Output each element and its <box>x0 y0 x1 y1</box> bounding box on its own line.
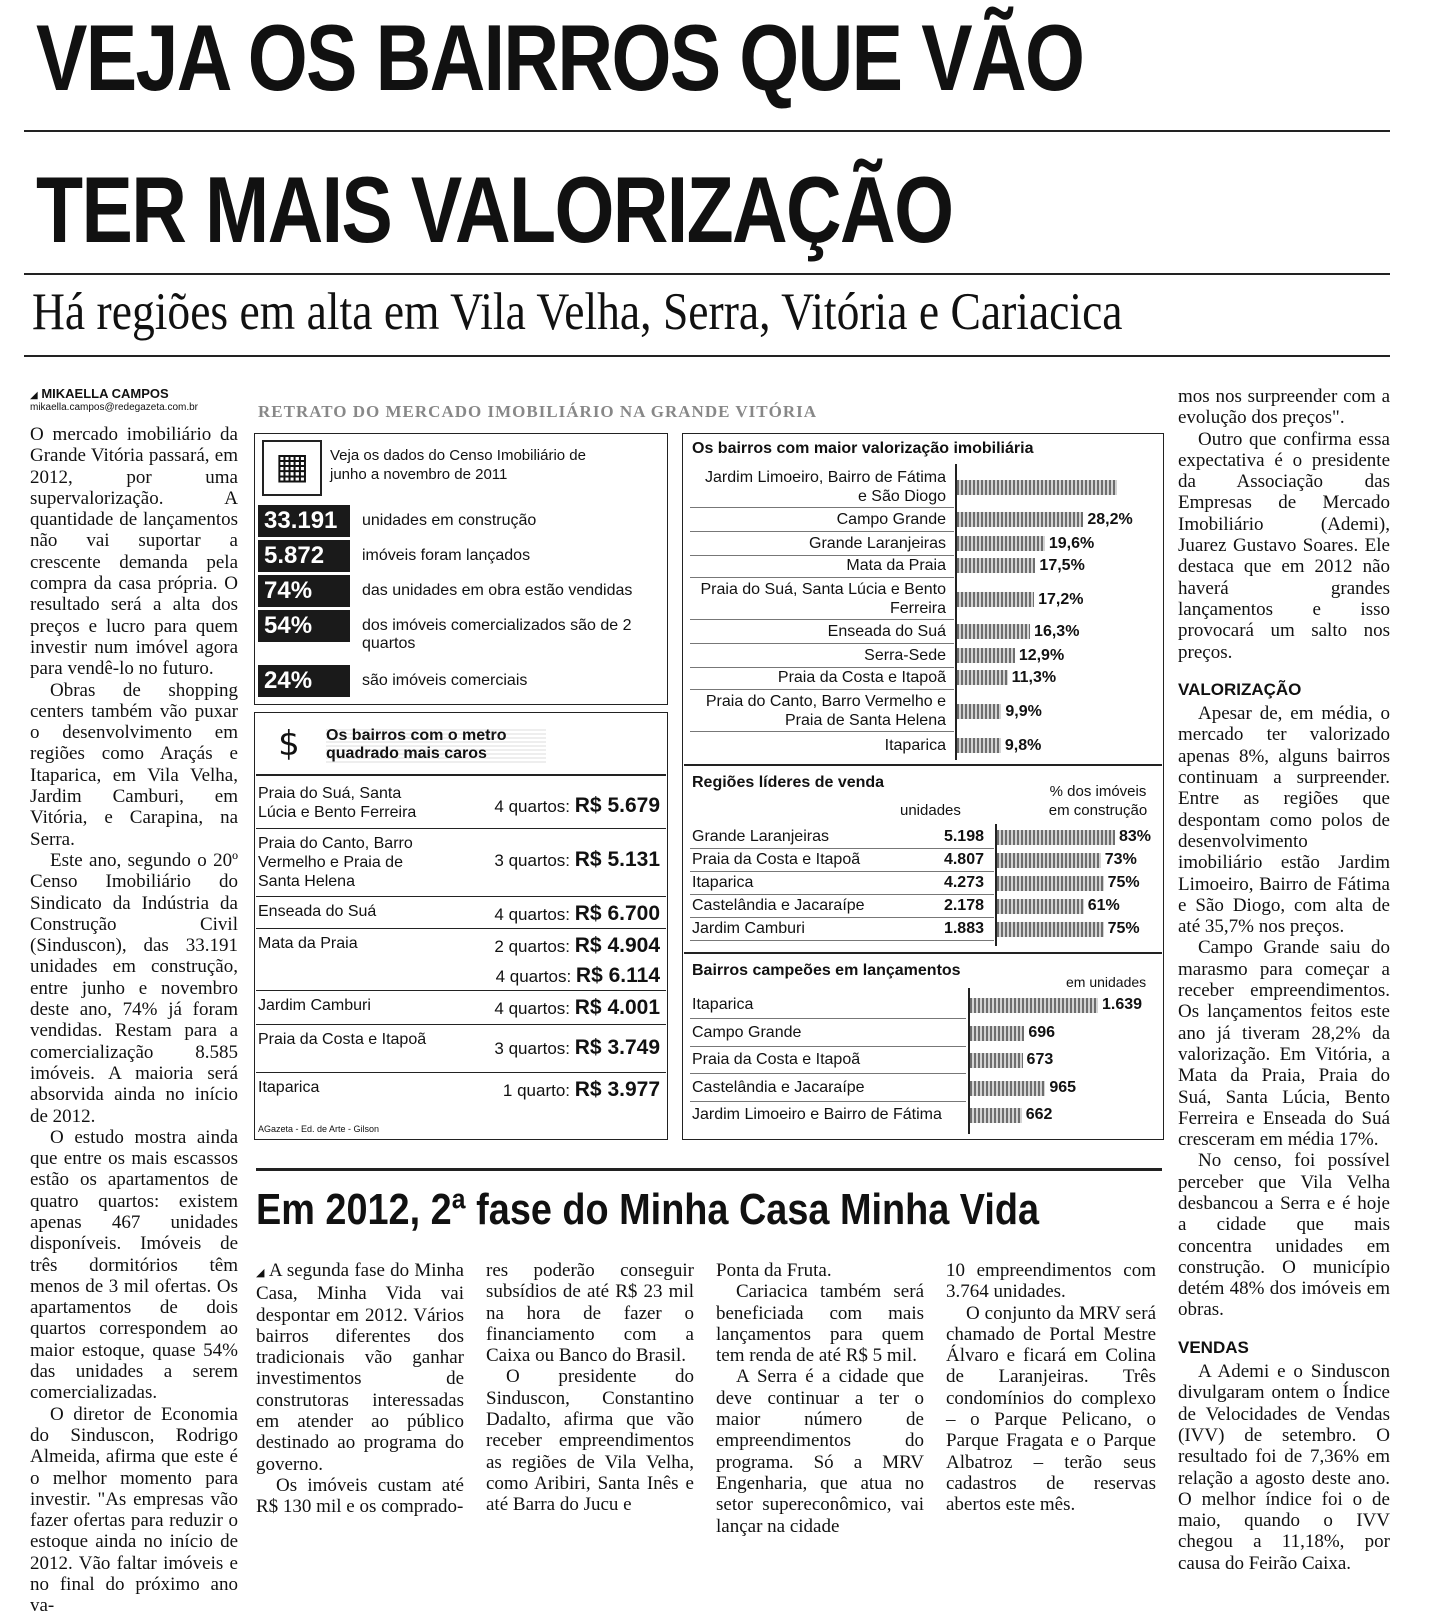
divider <box>690 619 954 620</box>
valor-bairro: Serra-Sede <box>864 647 946 664</box>
headline-line1: VEJA OS BAIRROS QUE VÃO <box>36 5 1084 110</box>
valor-bar <box>957 480 1117 495</box>
valor-bar <box>957 738 1001 753</box>
valor-bairro: Itaparica <box>884 737 946 754</box>
deck: Há regiões em alta em Vila Velha, Serra, Vitória e Cariacica <box>32 283 1123 341</box>
metro-quartos: 3 quartos: <box>494 851 571 870</box>
divider <box>690 731 954 732</box>
stat-text: das unidades em obra estão vendidas <box>362 582 633 599</box>
metro-quartos: 4 quartos: <box>494 797 571 816</box>
valor-bar <box>957 536 1045 551</box>
lanc-num: 965 <box>1049 1078 1077 1096</box>
metro-bairro: Praia do Canto, Barro Vermelho e Praia de Santa Helena <box>258 835 413 890</box>
valor-bar <box>957 558 1035 573</box>
divider <box>690 1018 966 1019</box>
paragraph: Apesar de, em média, o mercado ter valorizado apenas 8%, alguns bairros continuam a surpreender. Entre as regiões que despontam como polos de desenvolvimento imobiliário estão Jardim Limoeiro, Bairro de Fátima e São Diogo, com alta de até 35,7% nos preços. <box>1178 703 1390 938</box>
divider <box>256 1024 666 1025</box>
divider <box>690 643 954 644</box>
subhead-vendas: VENDAS <box>1178 1337 1249 1357</box>
divider <box>690 917 994 918</box>
stat-text: são imóveis comerciais <box>362 672 528 689</box>
stat-number: 74% <box>258 575 350 607</box>
metro-quartos: 4 quartos: <box>494 999 571 1018</box>
valor-pct: 12,9% <box>1018 647 1065 664</box>
metro-value: R$ 6.114 <box>575 964 660 987</box>
regiao-pct: 73% <box>1104 851 1137 868</box>
divider <box>690 940 994 941</box>
byline-name: ◢ MIKAELLA CAMPOS <box>30 386 169 401</box>
metro-price <box>440 934 660 958</box>
mcmv-col-3 <box>716 1260 924 1537</box>
valor-pct: 9,9% <box>1005 703 1042 720</box>
paragraph: Obras de shopping centers também vão puxar o desenvolvimento em regiões como Araçás e Itaparica, em Vila Velha, Jardim Camburi, em Vitória, e Carapina, na Serra. <box>30 679 238 850</box>
metro-bairro: Mata da Praia <box>258 935 358 952</box>
lanc-bairro: Praia da Costa e Itapoã <box>692 1051 861 1068</box>
divider <box>690 507 954 508</box>
metro-bairro: Praia do Suá, Santa Lúcia e Bento Ferreira <box>258 785 417 821</box>
rule <box>256 1168 1162 1171</box>
credit: AGazeta - Ed. de Arte - Gilson <box>258 1124 380 1134</box>
stat-text: unidades em construção <box>362 512 537 529</box>
mcmv-col-2 <box>486 1260 694 1516</box>
divider <box>690 577 954 578</box>
metro-value: R$ 3.749 <box>574 1036 660 1059</box>
valor-bar <box>957 512 1083 527</box>
divider <box>690 689 954 690</box>
valor-bairro: Enseada do Suá <box>827 623 946 640</box>
valor-bar <box>957 648 1015 663</box>
regiao-bar <box>997 899 1084 914</box>
metro-value: R$ 4.001 <box>574 996 660 1019</box>
divider <box>690 1046 966 1047</box>
divider <box>684 764 1162 766</box>
paragraph: 10 empreendimentos com 3.764 unidades. <box>946 1260 1156 1303</box>
lanc-bairro: Campo Grande <box>692 1023 802 1041</box>
metro-title: Os bairros com o metro quadrado mais caros <box>326 727 546 763</box>
metro-quartos: 4 quartos: <box>495 967 572 986</box>
lanc-title: Bairros campeões em lançamentos <box>692 962 961 979</box>
metro-price <box>440 848 660 872</box>
metro-bairro: Enseada do Suá <box>258 903 377 920</box>
valor-bar <box>957 624 1030 639</box>
divider <box>690 1101 966 1102</box>
valor-bairro: Campo Grande <box>836 511 946 528</box>
paragraph: Campo Grande saiu do marasmo para começar a receber empreendimentos. Os lançamentos feitos este ano já tiveram 28,2% da valorização. Em Vitória, a Mata da Praia, Praia do Suá, Santa Lúcia, Bento Ferreira e Enseada do Suá cresceram em média 17%. <box>1178 937 1390 1151</box>
metro-quartos: 1 quarto: <box>502 1081 571 1100</box>
divider <box>256 774 666 776</box>
building-icon: ▦ <box>262 440 322 496</box>
lanc-bar <box>970 1081 1045 1096</box>
headline-line2: TER MAIS VALORIZAÇÃO <box>36 157 953 262</box>
regioes-title: Regiões líderes de venda <box>692 774 885 791</box>
regiao-unidades: 4.273 <box>943 874 984 891</box>
lanc-unit: em unidades <box>1066 974 1147 990</box>
column-right <box>1178 386 1390 1574</box>
divider <box>690 1073 966 1074</box>
divider <box>690 848 994 849</box>
divider <box>256 990 666 991</box>
metro-bairro: Praia da Costa e Itapoã <box>258 1031 427 1048</box>
regiao-pct: 83% <box>1119 828 1152 845</box>
regiao-bairro: Jardim Camburi <box>692 920 805 937</box>
mcmv-col-4 <box>946 1260 1156 1516</box>
valor-pct: 17,2% <box>1038 591 1084 608</box>
metro-price <box>440 1078 660 1102</box>
divider <box>256 1072 666 1073</box>
divider <box>690 894 994 895</box>
regiao-bar <box>997 876 1104 891</box>
metro-value: R$ 5.679 <box>574 794 660 817</box>
lanc-bar <box>970 998 1098 1013</box>
infographic-title: RETRATO DO MERCADO IMOBILIÁRIO NA GRANDE VITÓRIA <box>258 402 818 421</box>
stat-text: dos imóveis comercializados são de 2 quartos <box>362 617 632 652</box>
regiao-unidades: 1.883 <box>943 920 984 937</box>
metro-price <box>440 794 660 818</box>
valor-bairro: Jardim Limoeiro, Bairro de Fátima e São Diogo <box>705 469 946 505</box>
regiao-unidades: 4.807 <box>943 851 984 868</box>
valor-bar <box>957 704 1001 719</box>
stat-number: 54% <box>258 610 350 642</box>
metro-price <box>440 1036 660 1060</box>
metro-value: R$ 4.904 <box>574 934 660 957</box>
stat-number: 33.191 <box>258 505 350 537</box>
regiao-bairro: Itaparica <box>692 874 754 891</box>
regiao-bairro: Grande Laranjeiras <box>692 828 829 845</box>
paragraph: O presidente do Sinduscon, Constantino Dadalto, afirma que vão receber empreendimentos as regiões de Vila Velha, como Aribiri, Santa Inês e até Barra do Jucu e <box>486 1366 694 1516</box>
paragraph: Cariacica também será beneficiada com mais lançamentos para quem tem renda de até R$ 5 mil. <box>716 1281 924 1367</box>
metro-quartos: 3 quartos: <box>494 1039 571 1058</box>
paragraph: ◢ A segunda fase do Minha Casa, Minha Vida vai despontar em 2012. Vários bairros diferentes dos tradicionais vão ganhar investimentos de construtoras interessadas em atender ao público destinado ao programa do governo. <box>256 1260 464 1475</box>
valor-pct: 28,2% <box>1087 511 1133 528</box>
valor-bairro: Grande Laranjeiras <box>809 535 946 552</box>
paragraph: O conjunto da MRV será chamado de Portal Mestre Álvaro e ficará em Colina de Laranjeiras. Três condomínios do complexo – o Parque Pelicano, o Parque Fragata e o Parque Albatroz – terão seus cadastros de reservas abertos este mês. <box>946 1302 1156 1516</box>
divider <box>256 928 666 929</box>
censo-intro: Veja os dados do Censo Imobiliário de junho a novembro de 2011 <box>330 447 586 483</box>
mcmv-col-1 <box>256 1260 464 1518</box>
regioes-col-pct: % dos imóveis em construção <box>1048 783 1148 819</box>
regiao-unidades: 5.198 <box>943 828 984 845</box>
paragraph: A Ademi e o Sinduscon divulgaram ontem o Índice de Velocidades de Vendas (IVV) de setembro. O resultado foi de 7,36% em relação a agosto deste ano. O melhor índice foi o de maio, quando o IVV chegou a 11,18%, por causa do Feirão Caixa. <box>1178 1361 1390 1574</box>
metro-value: R$ 6.700 <box>574 902 660 925</box>
lanc-bar <box>970 1053 1023 1068</box>
lanc-num: 1.639 <box>1102 996 1143 1013</box>
column-1 <box>30 424 238 1617</box>
paragraph: res poderão conseguir subsídios de até R$ 23 mil na hora de fazer o financiamento com a Caixa ou Banco do Brasil. <box>486 1260 694 1367</box>
stat-text: imóveis foram lançados <box>362 547 531 564</box>
subhead-valorizacao: VALORIZAÇÃO <box>1178 679 1302 699</box>
lanc-num: 696 <box>1028 1023 1056 1041</box>
lanc-num: 673 <box>1026 1051 1054 1068</box>
rule <box>24 355 1390 357</box>
divider <box>256 828 666 829</box>
valor-pct: 16,3% <box>1034 623 1080 640</box>
divider <box>690 531 954 532</box>
metro-price <box>440 996 660 1020</box>
valorizacao-title: Os bairros com maior valorização imobiliária <box>692 440 1034 457</box>
regiao-pct: 75% <box>1107 874 1140 891</box>
lanc-bar <box>970 1108 1022 1123</box>
regiao-bar <box>997 853 1101 868</box>
valor-bairro: Praia da Costa e Itapoã <box>777 669 946 686</box>
lanc-num: 662 <box>1025 1106 1053 1123</box>
paragraph: O diretor de Economia do Sinduscon, Rodrigo Almeida, afirma que este é o melhor momento para investir. "As empresas vão fazer ofertas para reduzir o estoque ainda no início de 2012. Vão faltar imóveis e no final do próximo ano va- <box>30 1403 238 1617</box>
metro-price <box>440 902 660 926</box>
lanc-bairro: Jardim Limoeiro e Bairro de Fátima <box>692 1106 942 1123</box>
stat-number: 24% <box>258 665 350 697</box>
mcmv-title: Em 2012, 2ª fase do Minha Casa Minha Vida <box>256 1185 1040 1234</box>
paragraph: Ponta da Fruta. <box>716 1260 832 1281</box>
lanc-bairro: Castelândia e Jacaraípe <box>692 1078 865 1096</box>
paragraph: mos nos surpreender com a evolução dos preços". <box>1178 386 1390 429</box>
regiao-bairro: Castelândia e Jacaraípe <box>692 897 865 914</box>
rule <box>24 130 1390 132</box>
paragraph: O estudo mostra ainda que entre os mais escassos estão os apartamentos de quatro quartos: existem apenas 467 unidades disponíveis. Imóveis de três dormitórios têm menos de 3 mil ofertas. Os apartamentos de dois quartos correspondem ao maior estoque, quase 54% das unidades a serem comercializadas. <box>30 1126 238 1404</box>
paragraph: O mercado imobiliário da Grande Vitória passará, em 2012, por uma supervalorização. A quantidade de lançamentos não vai suportar a crescente demanda pela compra da casa própria. O resultado será a alta dos preços e lucro para quem investir num imóvel agora para vendê-lo no futuro. <box>30 424 238 680</box>
metro-price <box>440 964 660 988</box>
valor-pct: 17,5% <box>1039 557 1085 574</box>
valor-pct: 19,6% <box>1048 535 1095 552</box>
regiao-pct: 61% <box>1087 897 1120 914</box>
regiao-bairro: Praia da Costa e Itapoã <box>692 851 861 868</box>
valor-bairro: Mata da Praia <box>846 557 946 574</box>
valor-pct: 9,8% <box>1004 737 1042 754</box>
regiao-pct: 75% <box>1107 920 1140 937</box>
paragraph: No censo, foi possível perceber que Vila Velha desbancou a Serra e é hoje a cidade que mais concentra unidades em construção. O município detém 48% dos imóveis em obras. <box>1178 1150 1390 1321</box>
lanc-bairro: Itaparica <box>692 996 754 1013</box>
lanc-bar <box>970 1026 1024 1041</box>
metro-box <box>254 712 668 1140</box>
regiao-bar <box>997 830 1115 845</box>
valor-bairro: Praia do Canto, Barro Vermelho e Praia de Santa Helena <box>705 693 946 729</box>
metro-value: R$ 5.131 <box>574 848 660 871</box>
money-icon: $ <box>278 724 300 764</box>
paragraph: A Serra é a cidade que deve continuar a ter o maior número de empreendimentos do programa. Só a MRV Engenharia, que atua no setor supereconômico, vai lançar na cidade <box>716 1366 924 1537</box>
byline-email: mikaella.campos@redegazeta.com.br <box>30 402 199 413</box>
divider <box>690 871 994 872</box>
valor-bar <box>957 670 1008 685</box>
rule <box>24 273 1390 275</box>
metro-quartos: 4 quartos: <box>494 905 571 924</box>
divider <box>684 952 1162 954</box>
metro-value: R$ 3.977 <box>574 1078 660 1101</box>
stat-number: 5.872 <box>258 540 350 572</box>
paragraph: Os imóveis custam até R$ 130 mil e os comprado- <box>256 1474 464 1518</box>
divider <box>256 896 666 897</box>
metro-quartos: 2 quartos: <box>494 937 571 956</box>
metro-bairro: Itaparica <box>258 1079 320 1096</box>
regiao-unidades: 2.178 <box>943 897 984 914</box>
valor-bairro: Praia do Suá, Santa Lúcia e Bento Ferreira <box>700 581 946 617</box>
valor-pct: 11,3% <box>1011 669 1057 686</box>
metro-bairro: Jardim Camburi <box>258 997 371 1014</box>
valor-bar <box>957 592 1034 607</box>
regioes-col-unidades: unidades <box>900 802 961 819</box>
paragraph: Este ano, segundo o 20º Censo Imobiliário do Sindicato da Indústria da Construção Civil (Sinduscon), das 33.191 unidades em construção, entre junho e novembro deste ano, 74% já foram vendidas. Restam para a comercialização 8.585 imóveis. A maioria será absorvida ainda no início de 2012. <box>30 849 238 1127</box>
paragraph: Outro que confirma essa expectativa é o presidente da Associação das Empresas de Mercado Imobiliário (Ademi), Juarez Gustavo Soares. Ele destaca que em 2012 não haverá grandes lançamentos e isso provocará um salto nos preços. <box>1178 428 1390 663</box>
regiao-bar <box>997 922 1104 937</box>
